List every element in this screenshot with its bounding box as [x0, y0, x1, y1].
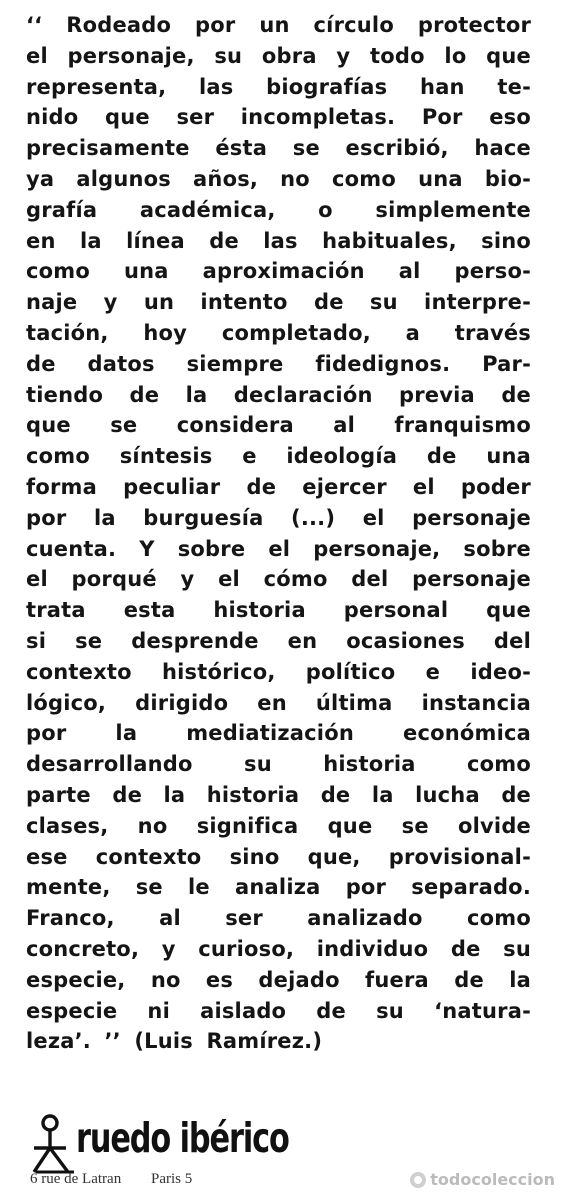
ruedo-iberico-logo-icon: [28, 1114, 76, 1174]
quote-line: que se considera al franquismo: [26, 413, 531, 438]
publisher-imprint: [28, 1108, 448, 1188]
quote-line: ese contexto sino que, provisional-: [26, 844, 531, 869]
quote-line: representa, las biografías han te-: [26, 74, 531, 99]
watermark: [410, 1170, 555, 1190]
watermark-text: todocoleccion: [430, 1170, 555, 1189]
publisher-address-street: 6 rue de Latran: [30, 1171, 122, 1187]
quote-line: el personaje, su obra y todo lo que: [26, 43, 531, 68]
quote-line: cuenta. Y sobre el personaje, sobre: [26, 536, 531, 561]
publisher-name: ruedo ibérico: [76, 1114, 289, 1162]
quote-line: especie, no es dejado fuera de la: [26, 967, 531, 992]
quote-line: nido que ser incompletas. Por eso: [26, 105, 531, 130]
quote-line: lógico, dirigido en última instancia: [26, 690, 531, 715]
quote-line: como síntesis e ideología de una: [26, 444, 531, 469]
todocoleccion-logo-icon: [410, 1172, 426, 1188]
quote-line: por la burguesía (...) el personaje: [26, 505, 531, 530]
quote-line: en la línea de las habituales, sino: [26, 228, 531, 253]
quote-line: precisamente ésta se escribió, hace: [26, 136, 531, 161]
quote-text: [26, 10, 531, 1057]
quote-line: el porqué y el cómo del personaje: [26, 567, 531, 592]
quote-line: naje y un intento de su interpre-: [26, 290, 531, 315]
quote-line: Franco, al ser analizado como: [26, 906, 531, 931]
quote-line: concreto, y curioso, individuo de su: [26, 936, 531, 961]
quote-line: tiendo de la declaración previa de: [26, 382, 531, 407]
quote-line: grafía académica, o simplemente: [26, 197, 531, 222]
quote-line: por la mediatización económica: [26, 721, 531, 746]
quote-line: contexto histórico, político e ideo-: [26, 659, 531, 684]
quote-line: si se desprende en ocasiones del: [26, 628, 531, 653]
quote-line: clases, no significa que se olvide: [26, 813, 531, 838]
quote-line: ‘‘ Rodeado por un círculo protector: [26, 13, 531, 37]
publisher-address-city: Paris 5: [151, 1171, 193, 1187]
quote-line: desarrollando su historia como: [26, 752, 531, 777]
quote-line: especie ni aislado de su ‘natura-: [26, 998, 531, 1023]
quote-line: tación, hoy completado, a través: [26, 320, 531, 345]
quote-line: parte de la historia de la lucha de: [26, 782, 531, 807]
quote-line: ya algunos años, no como una bio-: [26, 166, 531, 191]
quote-line: trata esta historia personal que: [26, 598, 531, 623]
quote-line: mente, se le analiza por separado.: [26, 875, 531, 900]
quote-line: de datos siempre fidedignos. Par-: [26, 351, 531, 376]
quote-line: forma peculiar de ejercer el poder: [26, 474, 531, 499]
quote-line: leza’. ’’ (Luis Ramírez.): [26, 1029, 323, 1054]
quote-line: como una aproximación al perso-: [26, 259, 531, 284]
